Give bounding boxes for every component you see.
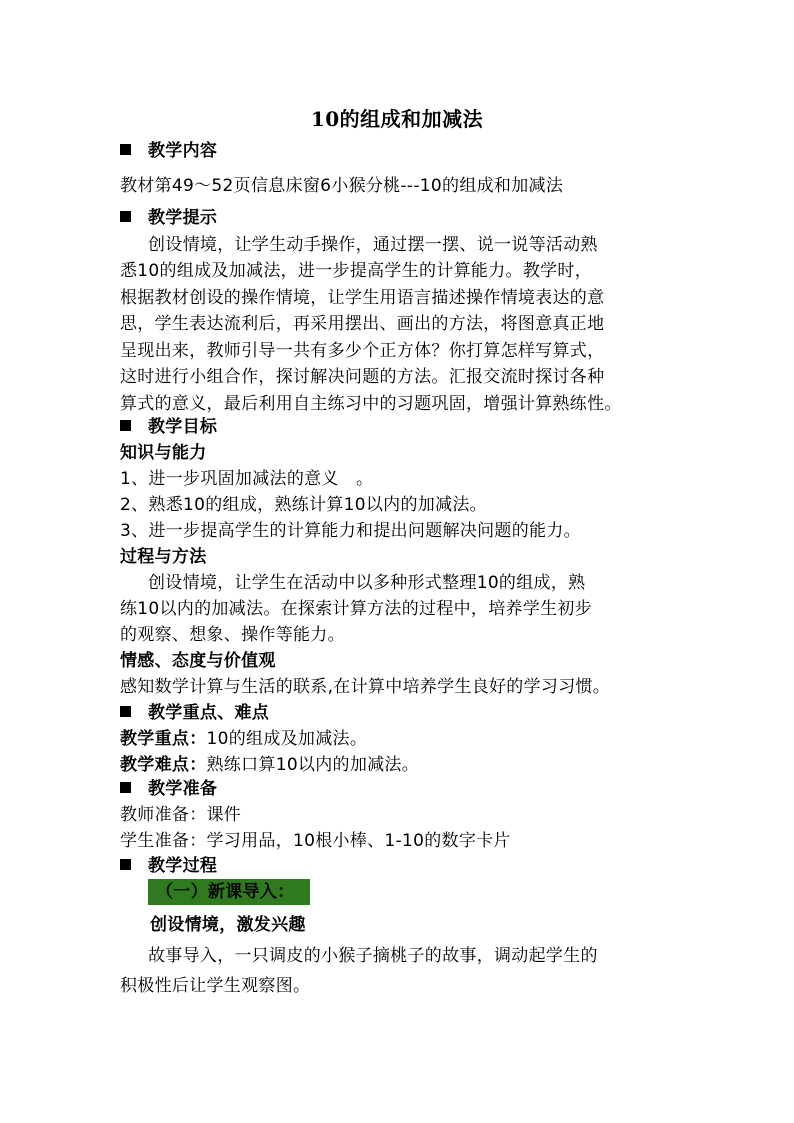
heading-text: 教学准备 bbox=[148, 779, 218, 799]
section-heading-process bbox=[120, 853, 700, 879]
bullet-square-icon bbox=[120, 144, 131, 155]
paragraph-line: 呈现出来，教师引导一共有多少个正方体？你打算怎样写算式， bbox=[120, 341, 605, 361]
bullet-square-icon bbox=[120, 420, 131, 431]
paragraph-line: 的观察、想象、操作等能力。 bbox=[120, 625, 345, 645]
step-label: （一）新课导入： bbox=[156, 882, 295, 902]
bullet-square-icon bbox=[120, 859, 131, 870]
list-item: 2、熟悉10的组成，熟练计算10以内的加减法。 bbox=[120, 495, 487, 515]
heading-text: 教学内容 bbox=[148, 141, 218, 161]
difficult-point-label: 教学难点： bbox=[120, 755, 207, 775]
heading-text: 教学重点、难点 bbox=[148, 703, 270, 723]
step-subheading: 创设情境，激发兴趣 bbox=[150, 915, 306, 935]
paragraph-line: 创设情境，让学生在活动中以多种形式整理10的组成，熟 bbox=[148, 573, 586, 593]
difficult-point-text: 熟练口算10以内的加减法。 bbox=[206, 755, 420, 775]
bullet-square-icon bbox=[120, 706, 131, 717]
heading-text: 教学提示 bbox=[148, 208, 218, 228]
paragraph-line: 根据教材创设的操作情境，让学生用语言描述操作情境表达的意 bbox=[120, 288, 605, 308]
section-heading-preparation bbox=[120, 776, 700, 802]
subheading-emotion: 情感、态度与价值观 bbox=[120, 651, 276, 671]
bullet-square-icon bbox=[120, 782, 131, 793]
key-point-label: 教学重点： bbox=[120, 729, 207, 749]
bullet-square-icon bbox=[120, 211, 131, 222]
teacher-prep: 教师准备：课件 bbox=[120, 805, 242, 825]
section-heading-hint bbox=[120, 205, 700, 231]
student-prep: 学生准备：学习用品，10根小棒、1-10的数字卡片 bbox=[120, 831, 511, 851]
difficult-point-line bbox=[120, 752, 700, 778]
section-heading-key-points bbox=[120, 700, 700, 726]
step-highlight-bar bbox=[148, 879, 310, 905]
emotion-text: 感知数学计算与生活的联系,在计算中培养学生良好的学习习惯。 bbox=[120, 677, 611, 697]
section-heading-content bbox=[120, 138, 700, 164]
paragraph-line: 算式的意义，最后利用自主练习中的习题巩固，增强计算熟练性。 bbox=[120, 394, 622, 414]
list-item: 1、进一步巩固加减法的意义 。 bbox=[120, 469, 374, 489]
paragraph-line: 故事导入，一只调皮的小猴子摘桃子的故事，调动起学生的 bbox=[148, 946, 598, 966]
subheading-knowledge: 知识与能力 bbox=[120, 443, 207, 463]
paragraph-line: 积极性后让学生观察图。 bbox=[120, 976, 311, 996]
key-point-text: 10的组成及加减法。 bbox=[206, 729, 368, 749]
heading-text: 教学过程 bbox=[148, 856, 218, 876]
paragraph-line: 练10以内的加减法。在探索计算方法的过程中，培养学生初步 bbox=[120, 599, 593, 619]
subheading-process: 过程与方法 bbox=[120, 547, 207, 567]
list-item: 3、进一步提高学生的计算能力和提出问题解决问题的能力。 bbox=[120, 521, 581, 541]
paragraph-line: 这时进行小组合作，探讨解决问题的方法。汇报交流时探讨各种 bbox=[120, 367, 605, 387]
key-point-line bbox=[120, 726, 700, 752]
document-title: 10的组成和加减法 bbox=[310, 107, 484, 131]
paragraph-line: 创设情境，让学生动手操作，通过摆一摆、说一说等活动熟 bbox=[148, 235, 598, 255]
section-heading-goals bbox=[120, 414, 700, 440]
heading-text: 教学目标 bbox=[148, 417, 218, 437]
paragraph-line: 悉10的组成及加减法，进一步提高学生的计算能力。教学时， bbox=[120, 261, 593, 281]
paragraph-line: 思，学生表达流利后，再采用摆出、画出的方法，将图意真正地 bbox=[120, 314, 605, 334]
content-text: 教材第49～52页信息床窗6小猴分桃---10的组成和加减法 bbox=[120, 176, 564, 196]
